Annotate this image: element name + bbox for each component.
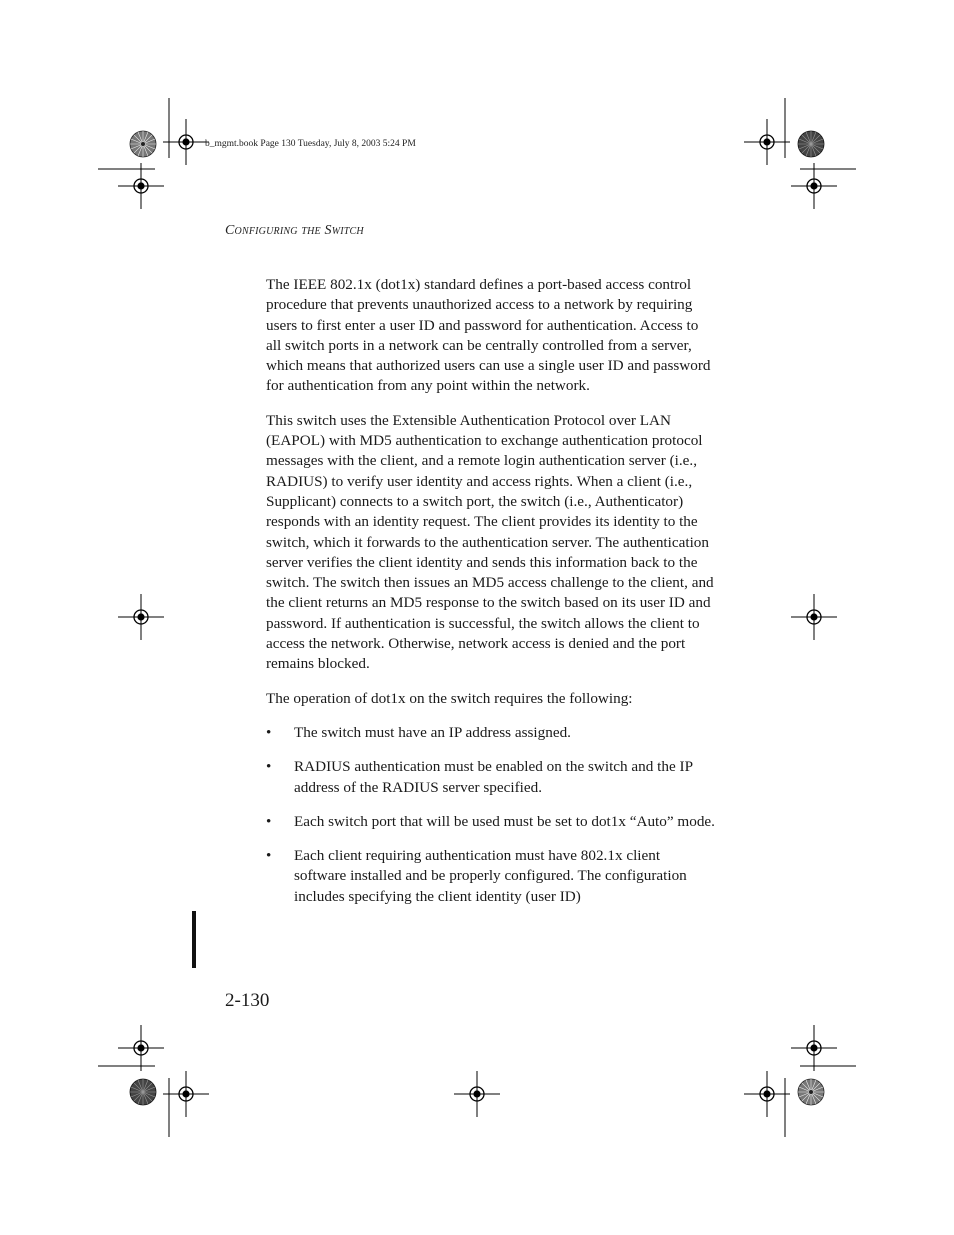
- page-number: 2-130: [225, 990, 270, 1011]
- color-bar-icon-bottom-left: [130, 1079, 156, 1105]
- registration-mark-icon: [791, 594, 837, 640]
- registration-mark-icon: [118, 594, 164, 640]
- bullet: •: [266, 758, 272, 776]
- list-item: [266, 812, 716, 832]
- registration-mark-icon: [163, 119, 209, 165]
- list-item: [266, 723, 716, 743]
- color-bar-icon-top-right: [798, 131, 824, 157]
- color-bar-icon-top-left: [130, 131, 156, 157]
- change-bar: [192, 911, 196, 968]
- print-header: b_mgmt.book Page 130 Tuesday, July 8, 2003 5:24 PM: [205, 139, 416, 149]
- list-item: [266, 757, 716, 798]
- paragraph-requirements-lead: The operation of dot1x on the switch requires the following:: [266, 689, 633, 707]
- registration-mark-icon: [118, 163, 164, 209]
- bullet: •: [266, 723, 272, 741]
- registration-mark-icon: [454, 1071, 500, 1117]
- list-item: [266, 846, 716, 907]
- bullet: •: [266, 812, 272, 830]
- list-item-text: RADIUS authentication must be enabled on the switch and the IP address of the RADIUS server specified.: [294, 758, 693, 796]
- list-item-text: Each client requiring authentication must have 802.1x client software installed and be properly configured. The configuration includes specifying the client identity (user ID): [294, 847, 687, 905]
- registration-mark-icon: [118, 1025, 164, 1071]
- registration-mark-icon: [791, 163, 837, 209]
- list-item-text: Each switch port that will be used must be set to dot1x “Auto” mode.: [294, 812, 715, 830]
- registration-mark-icon: [791, 1025, 837, 1071]
- registration-mark-icon: [744, 1071, 790, 1117]
- bullet: •: [266, 847, 272, 865]
- paragraph-eapol: This switch uses the Extensible Authentication Protocol over LAN (EAPOL) with MD5 authentication to exchange authentication protocol messages with the client, and a remote login authentication server (i.e., RADIUS) to verify user identity and access rights. When a client (i.e., Supplicant) connects to a switch port, the switch (i.e., Authenticator) responds with an identity request. The client provides its identity to the switch, which it forwards to the authentication server. The authentication server verifies the client identity and sends this information back to the switch. The switch then issues an MD5 access challenge to the client, and the client returns an MD5 response to the switch based on its user ID and password. If authentication is successful, the switch allows the client to access the network. Otherwise, network access is denied and the port remains blocked.: [266, 411, 714, 673]
- running-head: Configuring the Switch: [225, 223, 364, 238]
- paragraph-intro: The IEEE 802.1x (dot1x) standard defines a port-based access control procedure that prevents unauthorized access to a network by requiring users to first enter a user ID and password for authentication. Access to all switch ports in a network can be centrally controlled from a server, which means that authorized users can use a single user ID and password for authentication from any point within the network.: [266, 276, 711, 395]
- registration-mark-icon: [744, 119, 790, 165]
- list-item-text: The switch must have an IP address assigned.: [294, 723, 571, 741]
- color-bar-icon-bottom-right: [798, 1079, 824, 1105]
- requirements-list: [266, 723, 716, 907]
- body-text: [266, 275, 716, 921]
- registration-mark-icon: [163, 1071, 209, 1117]
